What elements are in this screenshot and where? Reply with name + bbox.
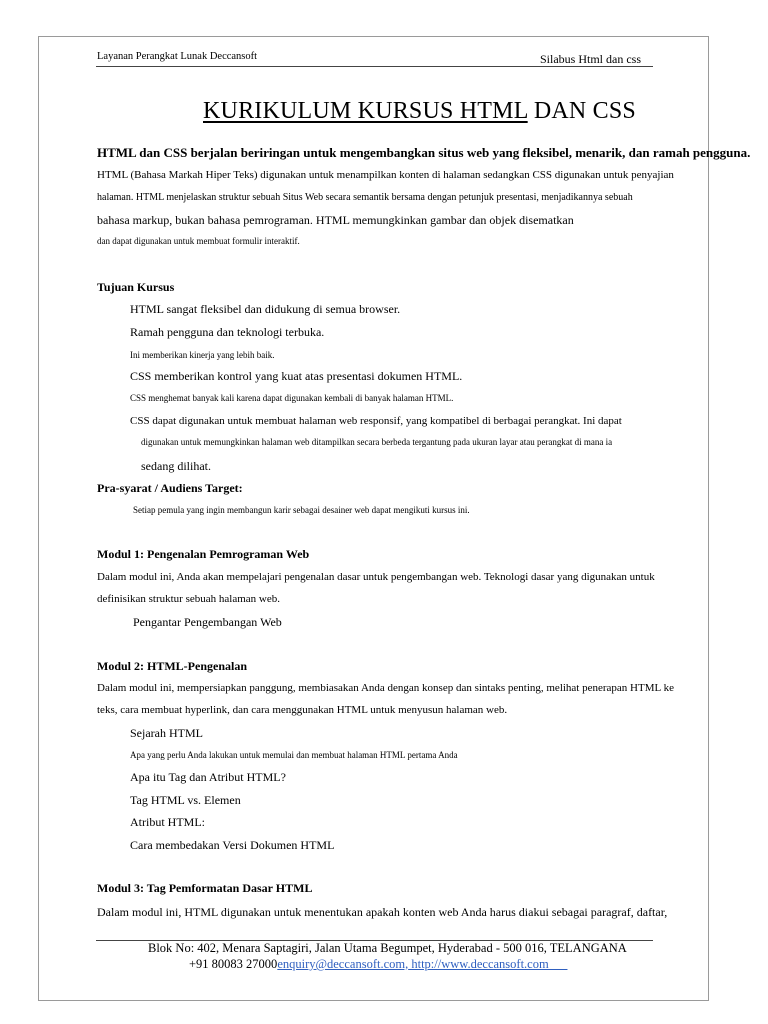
module2-text-1: Dalam modul ini, mempersiapkan panggung, membiasakan Anda dengan konsep dan sintaks penting, melihat penerapan HTML ke: [97, 682, 674, 694]
module2-item: Tag HTML vs. Elemen: [130, 793, 241, 807]
module2-item: Apa yang perlu Anda lakukan untuk memulai dan membuat halaman HTML pertama Anda: [130, 750, 458, 760]
header-rule: [96, 66, 653, 67]
module2-item: Apa itu Tag dan Atribut HTML?: [130, 770, 286, 784]
objective-item: Ini memberikan kinerja yang lebih baik.: [130, 350, 275, 360]
objective-item: HTML sangat fleksibel dan didukung di semua browser.: [130, 302, 401, 316]
prereq-heading: Pra-syarat / Audiens Target:: [97, 481, 243, 495]
title-rest: DAN CSS: [527, 98, 636, 124]
module1-text-1: Dalam modul ini, Anda akan mempelajari pengenalan dasar untuk pengembangan web. Teknologi dasar yang digunakan untuk: [97, 571, 655, 583]
prereq-item: Setiap pemula yang ingin membangun karir sebagai desainer web dapat mengikuti kursus ini.: [133, 505, 470, 515]
objectives-heading: Tujuan Kursus: [97, 280, 175, 294]
module3-heading: Modul 3: Tag Pemformatan Dasar HTML: [97, 881, 313, 895]
header-doc-title: Silabus Html dan css: [540, 52, 641, 66]
intro-line-2: halaman. HTML menjelaskan struktur sebuah Situs Web secara semantik bersama dengan petunjuk presentasi, menjadikannya sebuah: [97, 192, 633, 203]
module2-heading: Modul 2: HTML-Pengenalan: [97, 659, 248, 673]
module3-text-1: Dalam modul ini, HTML digunakan untuk menentukan apakah konten web Anda harus diakui sebagai paragraf, daftar,: [97, 905, 668, 919]
objective-item-continuation: sedang dilihat.: [141, 459, 211, 473]
objective-item: CSS dapat digunakan untuk membuat halaman web responsif, yang kompatibel di berbagai perangkat. Ini dapat: [130, 415, 622, 427]
module1-heading: Modul 1: Pengenalan Pemrograman Web: [97, 547, 310, 561]
intro-line-3: bahasa markup, bukan bahasa pemrograman. HTML memungkinkan gambar dan objek disematkan: [97, 213, 574, 227]
intro-line-4: dan dapat digunakan untuk membuat formulir interaktif.: [97, 236, 300, 246]
footer-address: Blok No: 402, Menara Saptagiri, Jalan Utama Begumpet, Hyderabad - 500 016, TELANGANA: [148, 941, 627, 955]
header-company: Layanan Perangkat Lunak Deccansoft: [97, 51, 258, 62]
footer-phone: +91 80083 27000: [189, 957, 278, 971]
objective-item: CSS memberikan kontrol yang kuat atas presentasi dokumen HTML.: [130, 369, 463, 383]
module1-text-2: definisikan struktur sebuah halaman web.: [97, 593, 280, 605]
intro-line-1: HTML (Bahasa Markah Hiper Teks) digunakan untuk menampilkan konten di halaman sedangkan CSS digunakan untuk penyajian: [97, 169, 674, 181]
objective-item: CSS menghemat banyak kali karena dapat digunakan kembali di banyak halaman HTML.: [130, 393, 454, 403]
footer-website-link[interactable]: http://www.deccansoft.com: [408, 957, 568, 971]
title-underlined: KURIKULUM KURSUS HTML: [203, 98, 528, 124]
objective-item-continuation: digunakan untuk memungkinkan halaman web ditampilkan secara berbeda tergantung pada ukuran layar atau perangkat di mana ia: [141, 437, 613, 447]
footer-contact: [189, 957, 567, 972]
module2-item: Sejarah HTML: [130, 726, 203, 740]
page-title: [203, 98, 636, 125]
module2-text-2: teks, cara membuat hyperlink, dan cara menggunakan HTML untuk menyusun halaman web.: [97, 704, 508, 716]
module1-item: Pengantar Pengembangan Web: [133, 615, 282, 629]
module2-item: Cara membedakan Versi Dokumen HTML: [130, 838, 335, 852]
footer-email-link[interactable]: enquiry@deccansoft.com,: [277, 957, 409, 971]
intro-lead: HTML dan CSS berjalan beriringan untuk mengembangkan situs web yang fleksibel, menarik, dan ramah pengguna.: [97, 145, 751, 160]
module2-item: Atribut HTML:: [130, 815, 205, 829]
objective-item: Ramah pengguna dan teknologi terbuka.: [130, 325, 325, 339]
